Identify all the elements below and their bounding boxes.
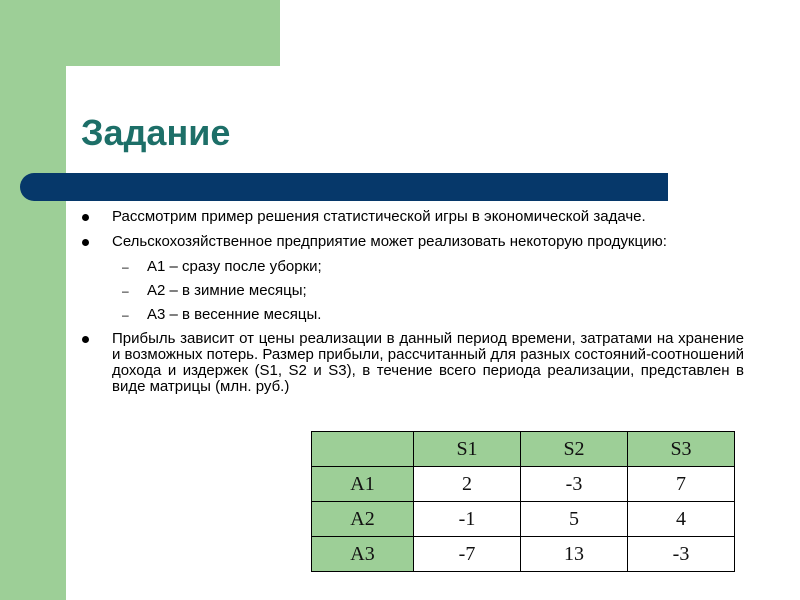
row-header: A1 — [312, 467, 414, 502]
sub-item — [80, 259, 744, 275]
bullet-item — [80, 234, 744, 250]
table-cell: 2 — [414, 467, 521, 502]
dash-icon: – — [122, 284, 129, 298]
table-row — [312, 537, 735, 572]
table-header-row — [312, 432, 735, 467]
column-header: S1 — [414, 432, 521, 467]
slide-title: Задание — [81, 112, 231, 153]
table-cell: -1 — [414, 502, 521, 537]
dash-icon: – — [122, 260, 129, 274]
table-row — [312, 502, 735, 537]
slide-body — [80, 209, 744, 404]
decorative-side-band — [0, 0, 66, 600]
bullet-dot-icon — [82, 239, 89, 246]
bullet-text: Прибыль зависит от цены реализации в данный период времени, затратами на хранение и возможных потерь. Размер прибыли, рассчитанный для разных состояний-соотношений дохода и издержек (S1, S2 и S3), в течение всего периода реализации, представлен в виде матрицы (млн. руб.) — [112, 330, 744, 395]
bullet-dot-icon — [82, 214, 89, 221]
sub-item — [80, 307, 744, 323]
table-corner-cell — [312, 432, 414, 467]
table-cell: -7 — [414, 537, 521, 572]
dash-icon: – — [122, 308, 129, 322]
payoff-matrix — [311, 431, 735, 572]
table-cell: 4 — [628, 502, 735, 537]
bullet-text: Сельскохозяйственное предприятие может реализовать некоторую продукцию: — [112, 233, 667, 250]
table-cell: 13 — [521, 537, 628, 572]
sub-item — [80, 283, 744, 299]
column-header: S2 — [521, 432, 628, 467]
bullet-dot-icon — [82, 336, 89, 343]
row-header: A2 — [312, 502, 414, 537]
table-cell: -3 — [521, 467, 628, 502]
sub-item-text: А3 – в весенние месяцы. — [147, 306, 322, 323]
sub-item-text: А2 – в зимние месяцы; — [147, 282, 307, 299]
sub-item-text: А1 – сразу после уборки; — [147, 258, 322, 275]
bullet-item — [80, 331, 744, 395]
decorative-top-band — [0, 0, 280, 66]
payoff-table — [311, 431, 735, 572]
table-cell: -3 — [628, 537, 735, 572]
bullet-item — [80, 209, 744, 225]
table-cell: 5 — [521, 502, 628, 537]
table-cell: 7 — [628, 467, 735, 502]
bullet-text: Рассмотрим пример решения статистической игры в экономической задаче. — [112, 208, 646, 225]
title-divider-bar — [20, 173, 668, 201]
column-header: S3 — [628, 432, 735, 467]
row-header: A3 — [312, 537, 414, 572]
table-row — [312, 467, 735, 502]
